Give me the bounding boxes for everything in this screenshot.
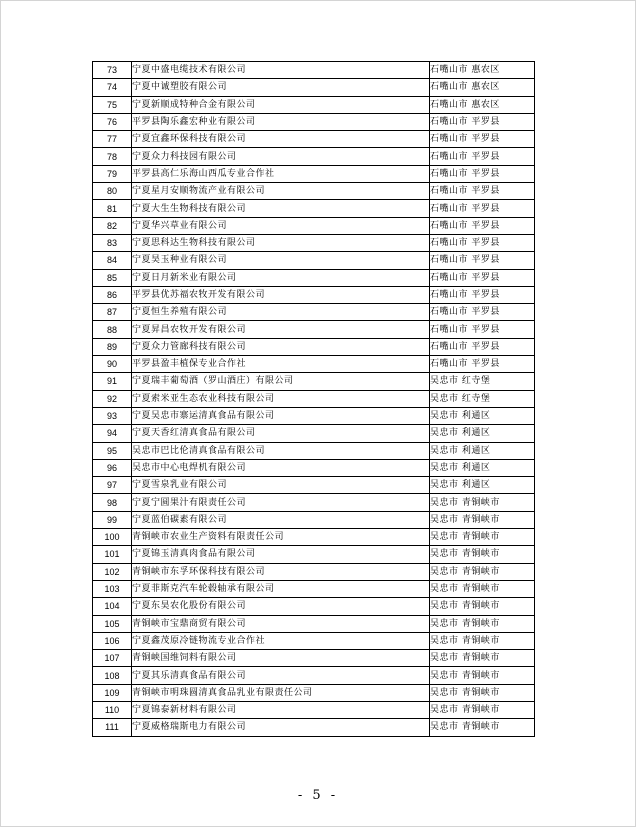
company-name: 宁夏昇昌农牧开发有限公司 (132, 321, 430, 338)
company-name: 平罗县高仁乐海山西瓜专业合作社 (132, 165, 430, 182)
region: 吴忠市 青铜峡市 (430, 529, 535, 546)
company-name: 宁夏众力科技园有限公司 (132, 148, 430, 165)
region: 石嘴山市 惠农区 (430, 96, 535, 113)
row-number: 86 (93, 286, 132, 303)
row-number: 101 (93, 546, 132, 563)
table-body (93, 62, 535, 737)
region: 吴忠市 青铜峡市 (430, 546, 535, 563)
company-name: 宁夏其乐清真食品有限公司 (132, 667, 430, 684)
row-number: 95 (93, 442, 132, 459)
row-number: 106 (93, 632, 132, 649)
row-number: 98 (93, 494, 132, 511)
company-name: 宁夏威格瑞斯电力有限公司 (132, 719, 430, 736)
row-number: 87 (93, 304, 132, 321)
row-number: 109 (93, 684, 132, 701)
company-name: 宁夏星月安顺物流产业有限公司 (132, 183, 430, 200)
table-row (93, 148, 535, 165)
region: 石嘴山市 平罗县 (430, 252, 535, 269)
row-number: 74 (93, 79, 132, 96)
region: 吴忠市 青铜峡市 (430, 563, 535, 580)
region: 石嘴山市 平罗县 (430, 165, 535, 182)
company-name: 平罗县陶乐鑫宏种业有限公司 (132, 113, 430, 130)
region: 石嘴山市 平罗县 (430, 269, 535, 286)
region: 石嘴山市 平罗县 (430, 321, 535, 338)
row-number: 82 (93, 217, 132, 234)
region: 吴忠市 利通区 (430, 459, 535, 476)
company-name: 平罗县盈丰植保专业合作社 (132, 356, 430, 373)
row-number: 96 (93, 459, 132, 476)
region: 吴忠市 红寺堡 (430, 390, 535, 407)
page-number: - 5 - (297, 788, 339, 803)
row-number: 81 (93, 200, 132, 217)
company-name: 宁夏宜鑫环保科技有限公司 (132, 131, 430, 148)
region: 吴忠市 青铜峡市 (430, 511, 535, 528)
row-number: 83 (93, 234, 132, 251)
table-row (93, 79, 535, 96)
row-number: 85 (93, 269, 132, 286)
table-row (93, 373, 535, 390)
row-number: 111 (93, 719, 132, 736)
table-row (93, 321, 535, 338)
table-row (93, 511, 535, 528)
table-row (93, 563, 535, 580)
table-row (93, 183, 535, 200)
company-name: 宁夏吴忠市寨运清真食品有限公司 (132, 407, 430, 424)
company-name: 平罗县优苏福农牧开发有限公司 (132, 286, 430, 303)
table-row (93, 113, 535, 130)
company-name: 宁夏索米亚生态农业科技有限公司 (132, 390, 430, 407)
region: 吴忠市 青铜峡市 (430, 667, 535, 684)
row-number: 90 (93, 356, 132, 373)
table-row (93, 529, 535, 546)
region: 石嘴山市 平罗县 (430, 304, 535, 321)
company-name: 宁夏天香红清真食品有限公司 (132, 425, 430, 442)
table-row (93, 234, 535, 251)
region: 石嘴山市 惠农区 (430, 62, 535, 79)
company-name: 吴忠市巴比伦清真食品有限公司 (132, 442, 430, 459)
company-name: 宁夏新顺成特种合金有限公司 (132, 96, 430, 113)
region: 石嘴山市 平罗县 (430, 286, 535, 303)
table-row (93, 477, 535, 494)
company-name: 宁夏鑫茂原冷链物流专业合作社 (132, 632, 430, 649)
company-name: 宁夏瑞丰葡萄酒（罗山酒庄）有限公司 (132, 373, 430, 390)
region: 吴忠市 青铜峡市 (430, 684, 535, 701)
company-name: 宁夏昊玉种业有限公司 (132, 252, 430, 269)
region: 石嘴山市 平罗县 (430, 234, 535, 251)
row-number: 80 (93, 183, 132, 200)
company-name: 宁夏宁圆果汁有限责任公司 (132, 494, 430, 511)
table-row (93, 667, 535, 684)
table-row (93, 96, 535, 113)
company-name: 宁夏中盛电缆技术有限公司 (132, 62, 430, 79)
company-name: 青铜峡市明珠圆清真食品乳业有限责任公司 (132, 684, 430, 701)
row-number: 99 (93, 511, 132, 528)
region: 吴忠市 青铜峡市 (430, 650, 535, 667)
company-name: 宁夏华兴草业有限公司 (132, 217, 430, 234)
company-name: 青铜峡国维饲料有限公司 (132, 650, 430, 667)
company-name: 宁夏雪泉乳业有限公司 (132, 477, 430, 494)
table-row (93, 615, 535, 632)
row-number: 104 (93, 598, 132, 615)
table-row (93, 200, 535, 217)
table-row (93, 356, 535, 373)
table-row (93, 425, 535, 442)
company-name: 宁夏思科达生物科技有限公司 (132, 234, 430, 251)
region: 石嘴山市 平罗县 (430, 217, 535, 234)
row-number: 89 (93, 338, 132, 355)
row-number: 93 (93, 407, 132, 424)
table-row (93, 494, 535, 511)
region: 吴忠市 青铜峡市 (430, 494, 535, 511)
row-number: 110 (93, 701, 132, 718)
region: 吴忠市 利通区 (430, 442, 535, 459)
row-number: 76 (93, 113, 132, 130)
company-name: 青铜峡市宝鼎商贸有限公司 (132, 615, 430, 632)
table-row (93, 217, 535, 234)
table-row (93, 650, 535, 667)
company-name: 宁夏蓝伯碳素有限公司 (132, 511, 430, 528)
row-number: 94 (93, 425, 132, 442)
company-name: 宁夏锦玉清真肉食品有限公司 (132, 546, 430, 563)
company-name: 青铜峡市农业生产资料有限责任公司 (132, 529, 430, 546)
company-name: 宁夏恒生养殖有限公司 (132, 304, 430, 321)
company-name: 宁夏锦泰新材料有限公司 (132, 701, 430, 718)
table-row (93, 407, 535, 424)
region: 吴忠市 红寺堡 (430, 373, 535, 390)
region: 吴忠市 青铜峡市 (430, 580, 535, 597)
company-name: 宁夏大生生物科技有限公司 (132, 200, 430, 217)
row-number: 79 (93, 165, 132, 182)
company-table (92, 61, 535, 737)
region: 吴忠市 青铜峡市 (430, 632, 535, 649)
table-row (93, 632, 535, 649)
row-number: 88 (93, 321, 132, 338)
row-number: 97 (93, 477, 132, 494)
table-row (93, 390, 535, 407)
table-row (93, 684, 535, 701)
row-number: 91 (93, 373, 132, 390)
region: 吴忠市 青铜峡市 (430, 701, 535, 718)
company-name: 宁夏中诚塑胶有限公司 (132, 79, 430, 96)
row-number: 73 (93, 62, 132, 79)
region: 石嘴山市 平罗县 (430, 356, 535, 373)
region: 石嘴山市 平罗县 (430, 113, 535, 130)
table-row (93, 131, 535, 148)
row-number: 75 (93, 96, 132, 113)
row-number: 102 (93, 563, 132, 580)
table-row (93, 304, 535, 321)
table-row (93, 252, 535, 269)
region: 石嘴山市 惠农区 (430, 79, 535, 96)
region: 吴忠市 利通区 (430, 407, 535, 424)
row-number: 78 (93, 148, 132, 165)
table-row (93, 598, 535, 615)
row-number: 100 (93, 529, 132, 546)
table-row (93, 580, 535, 597)
row-number: 77 (93, 131, 132, 148)
region: 吴忠市 青铜峡市 (430, 615, 535, 632)
row-number: 105 (93, 615, 132, 632)
table-row (93, 459, 535, 476)
company-name: 宁夏东昊农化股份有限公司 (132, 598, 430, 615)
region: 石嘴山市 平罗县 (430, 183, 535, 200)
region: 吴忠市 青铜峡市 (430, 719, 535, 736)
region: 石嘴山市 平罗县 (430, 338, 535, 355)
table-row (93, 269, 535, 286)
company-name: 宁夏日月新米业有限公司 (132, 269, 430, 286)
table-row (93, 719, 535, 736)
table-row (93, 338, 535, 355)
table-row (93, 442, 535, 459)
row-number: 103 (93, 580, 132, 597)
region: 石嘴山市 平罗县 (430, 200, 535, 217)
region: 石嘴山市 平罗县 (430, 148, 535, 165)
region: 吴忠市 青铜峡市 (430, 598, 535, 615)
table-row (93, 286, 535, 303)
region: 吴忠市 利通区 (430, 477, 535, 494)
row-number: 107 (93, 650, 132, 667)
table-row (93, 62, 535, 79)
table-row (93, 546, 535, 563)
company-name: 青铜峡市东孚环保科技有限公司 (132, 563, 430, 580)
table-row (93, 701, 535, 718)
company-name: 吴忠市中心电焊机有限公司 (132, 459, 430, 476)
table-row (93, 165, 535, 182)
region: 石嘴山市 平罗县 (430, 131, 535, 148)
company-name: 宁夏众力管廊科技有限公司 (132, 338, 430, 355)
region: 吴忠市 利通区 (430, 425, 535, 442)
company-name: 宁夏菲斯克汽车轮毂轴承有限公司 (132, 580, 430, 597)
row-number: 108 (93, 667, 132, 684)
row-number: 84 (93, 252, 132, 269)
row-number: 92 (93, 390, 132, 407)
